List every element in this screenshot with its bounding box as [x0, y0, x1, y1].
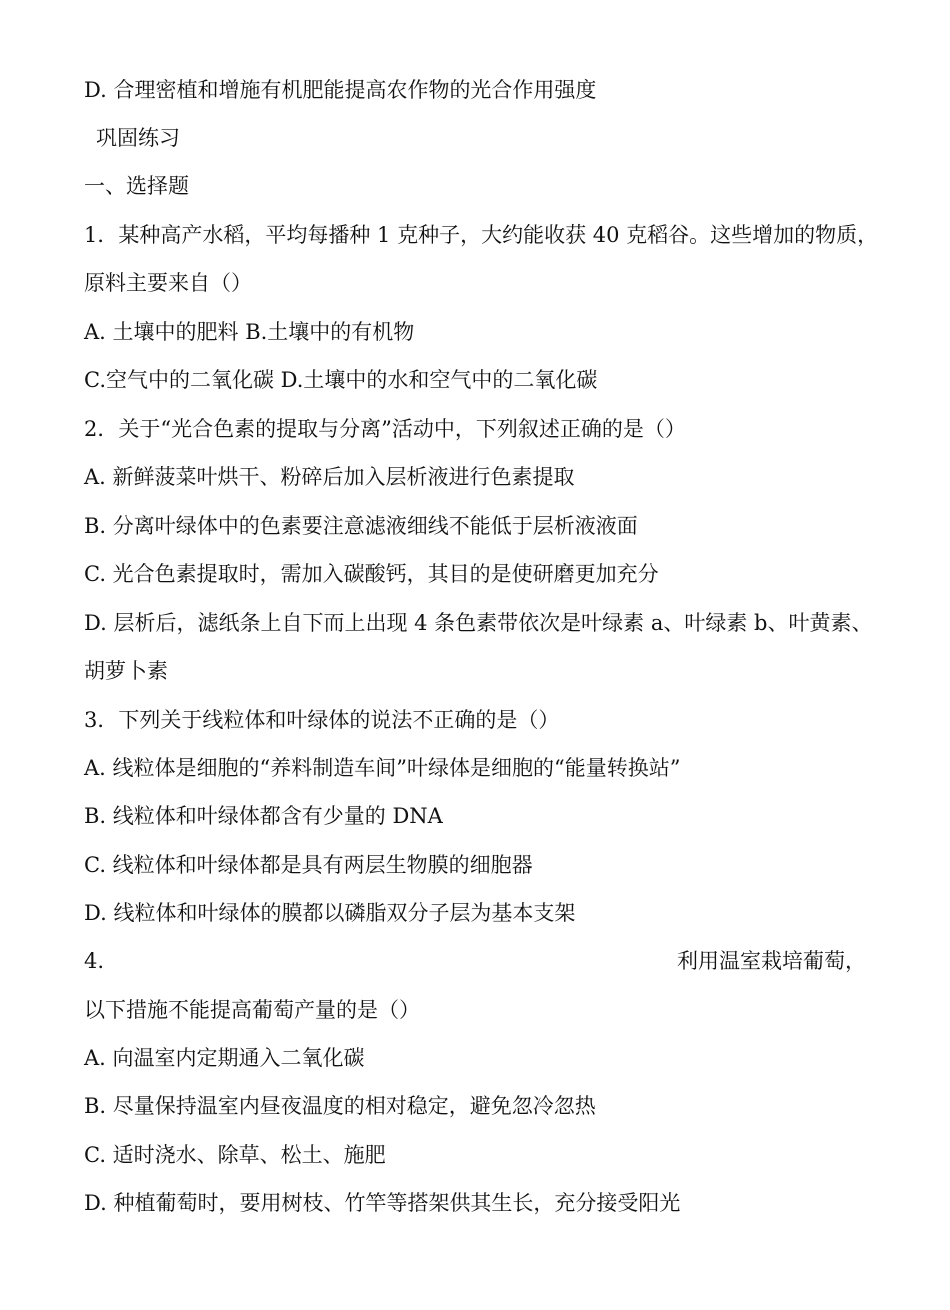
q4-option-d: D. 种植葡萄时，要用树枝、竹竿等搭架供其生长，充分接受阳光 — [84, 1191, 681, 1215]
q3-option-d: D. 线粒体和叶绿体的膜都以磷脂双分子层为基本支架 — [84, 901, 576, 925]
q1-stem-line1: 1．某种高产水稻，平均每播种 1 克种子，大约能收获 40 克稻谷。这些增加的物质， — [84, 223, 879, 247]
q4-stem-line2: 以下措施不能提高葡萄产量的是（） — [84, 998, 420, 1022]
section-title: 巩固练习 — [96, 126, 180, 150]
q2-option-d-line2: 胡萝卜素 — [84, 659, 168, 683]
q1-options-line1: A. 土壤中的肥料 B.土壤中的有机物 — [84, 320, 415, 344]
q3-option-b: B. 线粒体和叶绿体都含有少量的 DNA — [84, 804, 443, 828]
q3-option-a: A. 线粒体是细胞的“养料制造车间”叶绿体是细胞的“能量转换站” — [84, 756, 681, 780]
q2-option-a: A. 新鲜菠菜叶烘干、粉碎后加入层析液进行色素提取 — [84, 465, 575, 489]
q2-stem: 2．关于“光合色素的提取与分离”活动中，下列叙述正确的是（） — [84, 417, 686, 441]
q1-stem-line2: 原料主要来自（） — [84, 271, 252, 295]
q1-options-line2: C.空气中的二氧化碳 D.土壤中的水和空气中的二氧化碳 — [84, 368, 598, 392]
q4-option-b: B. 尽量保持温室内昼夜温度的相对稳定，避免忽冷忽热 — [84, 1094, 596, 1118]
section-subtitle: 一、选择题 — [84, 174, 189, 198]
q2-option-b: B. 分离叶绿体中的色素要注意滤液细线不能低于层析液液面 — [84, 514, 638, 538]
q3-stem: 3．下列关于线粒体和叶绿体的说法不正确的是（） — [84, 708, 560, 732]
q3-option-c: C. 线粒体和叶绿体都是具有两层生物膜的细胞器 — [84, 853, 533, 877]
q4-option-a: A. 向温室内定期通入二氧化碳 — [84, 1046, 365, 1070]
q2-option-d-line1: D. 层析后，滤纸条上自下而上出现 4 条色素带依次是叶绿素 a、叶绿素 b、叶黄素、 — [84, 611, 873, 635]
q4-number: 4. — [84, 949, 105, 973]
prev-question-option-d: D. 合理密植和增施有机肥能提高农作物的光合作用强度 — [84, 78, 597, 102]
q2-option-c: C. 光合色素提取时，需加入碳酸钙，其目的是使研磨更加充分 — [84, 562, 659, 586]
q4-stem-right: 利用温室栽培葡萄， — [677, 949, 866, 973]
q4-option-c: C. 适时浇水、除草、松土、施肥 — [84, 1143, 386, 1167]
